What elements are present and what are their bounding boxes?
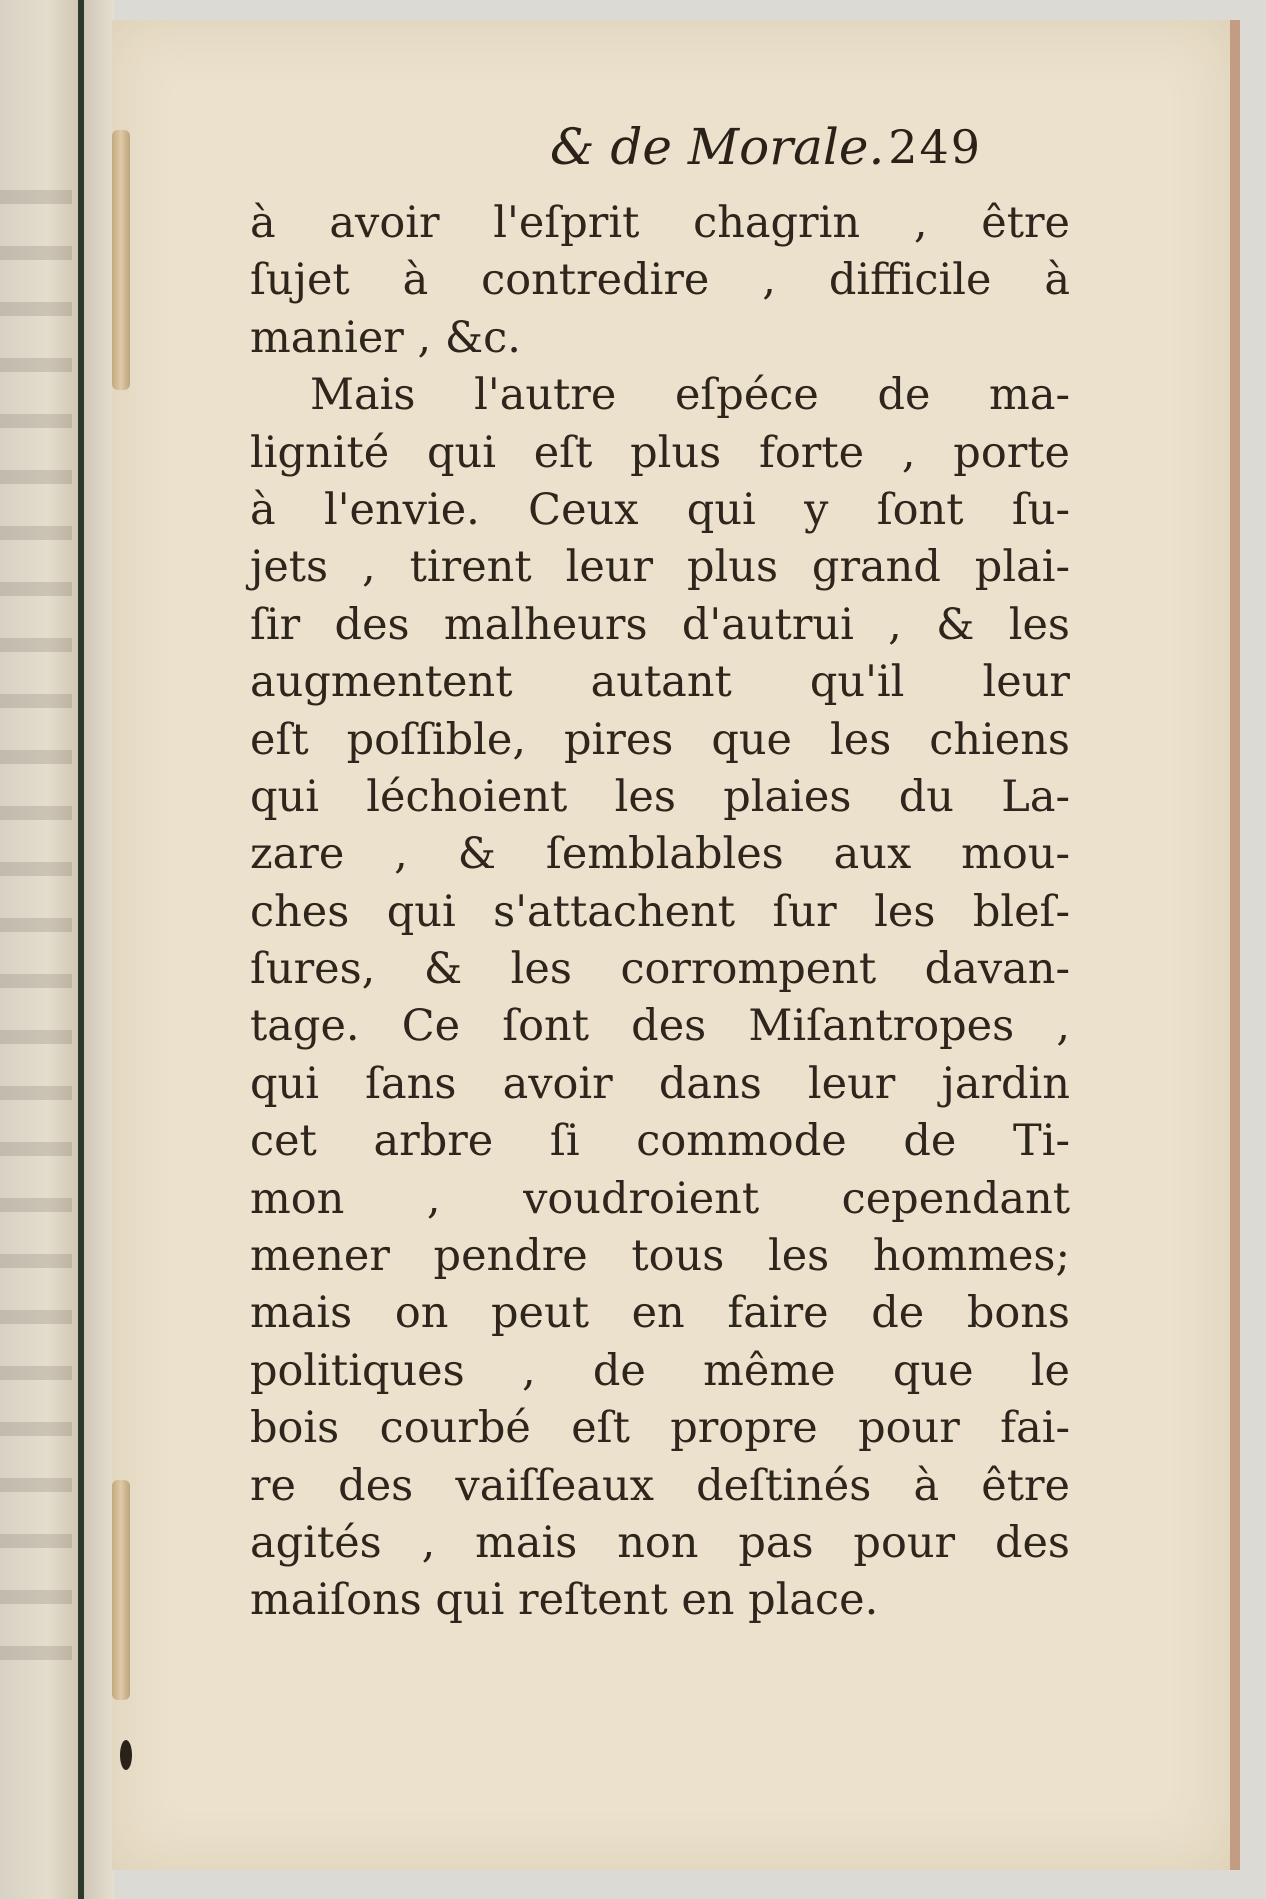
ink-blot (120, 1740, 132, 1770)
text-line: agités , mais non pas pour des (250, 1517, 1070, 1568)
text-line: re des vaiſſeaux deſtinés à être (250, 1460, 1070, 1511)
text-line: maiſons qui reſtent en place. (250, 1575, 879, 1626)
text-line: à avoir l'eſprit chagrin , être (250, 198, 1070, 248)
text-line: lignité qui eſt plus forte , porte (250, 427, 1070, 478)
text-line: eſt poſſible, pires que les chiens (250, 714, 1070, 765)
text-line: ſir des malheurs d'autrui , & les (250, 599, 1070, 650)
binding-thread-bottom (112, 1480, 130, 1700)
text-line: cet arbre ſi commode de Ti- (250, 1116, 1070, 1167)
running-head (442, 118, 1082, 188)
book-page (112, 20, 1240, 1870)
text-line: jets , tirent leur plus grand plai- (250, 542, 1070, 593)
text-line: mais on peut en faire de bons (250, 1288, 1070, 1339)
text-line: ſujet à contredire , difficile à (250, 255, 1070, 306)
text-line: tage. Ce ſont des Miſantropes , (250, 1001, 1070, 1052)
previous-page-edge (0, 0, 80, 1899)
previous-page-text-fragments (0, 160, 72, 1660)
text-line: zare , & ſemblables aux mou- (250, 829, 1070, 880)
gutter (84, 0, 114, 1899)
binding-thread-top (112, 130, 130, 390)
text-line: Mais l'autre eſpéce de ma- (310, 370, 1070, 421)
text-line: qui ſans avoir dans leur jardin (250, 1058, 1070, 1109)
text-line: ches qui s'attachent ſur les bleſ- (250, 886, 1070, 937)
text-line: à l'envie. Ceux qui y ſont ſu- (250, 484, 1070, 535)
text-line: mon , voudroient cependant (250, 1173, 1070, 1224)
text-line: ſures, & les corrompent davan- (250, 944, 1070, 995)
text-line: mener pendre tous les hommes; (250, 1231, 1070, 1282)
body-text (250, 195, 1070, 1630)
text-line: politiques , de même que le (250, 1345, 1070, 1396)
text-line: manier , &c. (250, 312, 521, 363)
text-line: bois courbé eſt propre pour fai- (250, 1403, 1070, 1454)
running-title: & de Morale. (550, 118, 885, 176)
text-line: qui léchoient les plaies du La- (250, 771, 1070, 822)
text-line: augmentent autant qu'il leur (250, 657, 1070, 708)
page-number: 249 (888, 120, 982, 174)
